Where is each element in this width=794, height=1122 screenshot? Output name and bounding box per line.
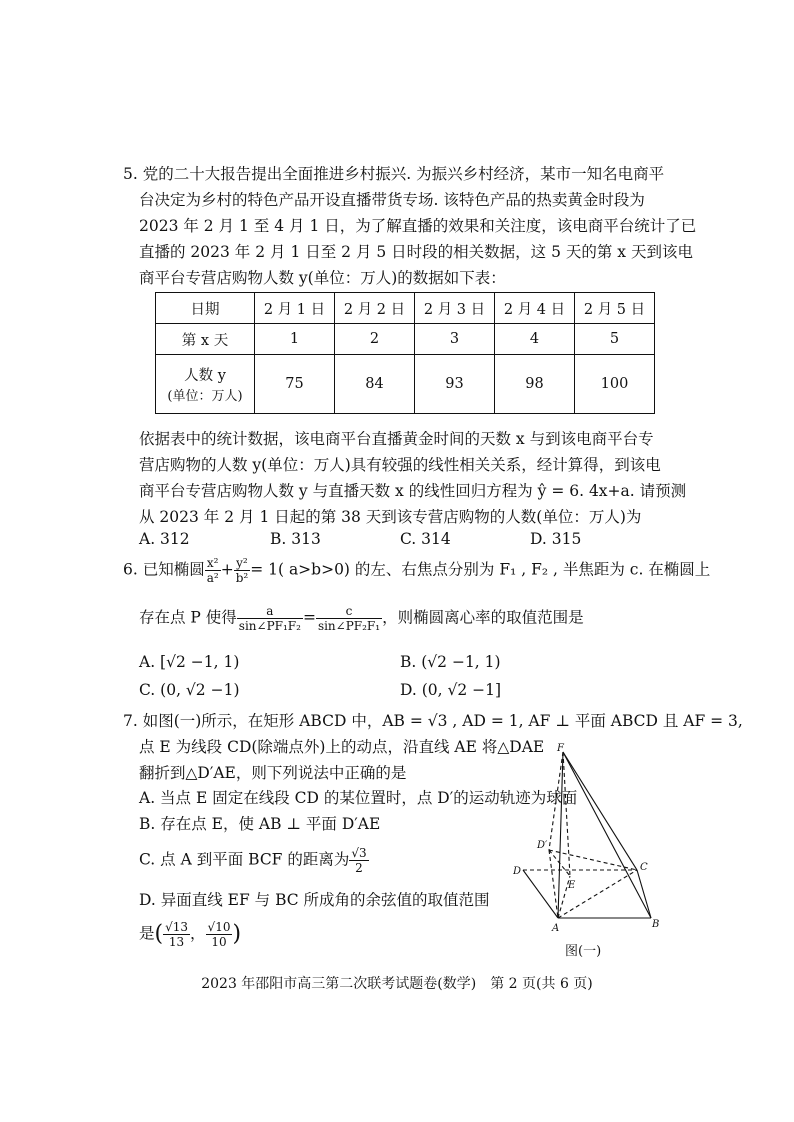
table-cell: 2 月 4 日 bbox=[495, 293, 575, 324]
fraction bbox=[316, 604, 382, 633]
option-d[interactable]: D. 异面直线 EF 与 BC 所成角的余弦值的取值范围 bbox=[139, 891, 490, 909]
frac-num: √13 bbox=[165, 920, 189, 934]
plus-sign: + bbox=[220, 560, 234, 579]
option-text: 是 bbox=[139, 924, 155, 943]
table-cell: 2 bbox=[335, 324, 415, 355]
fraction bbox=[234, 556, 251, 585]
q5-line: 依据表中的统计数据，该电商平台直播黄金时间的天数 x 与到该电商平台专 bbox=[139, 430, 654, 448]
option-b[interactable]: B. 313 bbox=[270, 530, 321, 548]
fraction bbox=[237, 604, 303, 633]
table-cell: 98 bbox=[495, 355, 575, 414]
label-c: C bbox=[640, 862, 648, 873]
table-cell: 日期 bbox=[156, 293, 255, 324]
table-row bbox=[156, 355, 655, 414]
q5-line: 直播的 2023 年 2 月 1 日至 2 月 5 日时段的相关数据，这 5 天的第 x 天到该电 bbox=[139, 243, 693, 261]
q5-line: 商平台专营店购物人数 y 与直播天数 x 的线性回归方程为 ŷ = 6. 4x+a. 请预测 bbox=[139, 482, 687, 500]
option-a[interactable]: A. [√2 −1, 1) bbox=[139, 653, 240, 671]
option-c[interactable] bbox=[139, 846, 369, 875]
option-b[interactable]: B. (√2 −1, 1) bbox=[400, 653, 501, 671]
option-d[interactable]: D. 315 bbox=[530, 530, 582, 548]
row-label-unit: (单位：万人) bbox=[167, 389, 243, 404]
frac-num: √3 bbox=[351, 846, 367, 860]
edge-fe bbox=[563, 752, 570, 876]
edge-af bbox=[558, 752, 563, 918]
edge-fc bbox=[563, 752, 637, 870]
row-label: 人数 y bbox=[184, 368, 226, 384]
table-cell: 3 bbox=[415, 324, 495, 355]
frac-den: 10 bbox=[211, 935, 227, 949]
option-d-range bbox=[139, 920, 241, 949]
q5-line: 2023 年 2 月 1 至 4 月 1 日，为了解直播的效果和关注度，该电商平台统计了已 bbox=[139, 217, 697, 235]
fraction bbox=[163, 920, 190, 949]
frac-num: x² bbox=[205, 556, 221, 571]
paren-left: ( bbox=[154, 921, 164, 947]
frac-den: sin∠PF₂F₁ bbox=[317, 619, 381, 633]
frac-den: 2 bbox=[355, 861, 363, 875]
q5-line: 台决定为乡村的特色产品开设直播带货专场. 该特色产品的热卖黄金时段为 bbox=[139, 191, 645, 209]
q6-text: 6. 已知椭圆 bbox=[123, 560, 205, 579]
frac-den: 13 bbox=[168, 935, 185, 949]
q5-data-table bbox=[155, 292, 655, 414]
q5-line: 营店购物的人数 y(单位：万人)具有较强的线性相关关系，经计算得，到该电 bbox=[139, 456, 661, 474]
q6-text: 存在点 P 使得 bbox=[139, 608, 237, 627]
frac-den: a² bbox=[206, 571, 219, 585]
table-cell: 5 bbox=[575, 324, 655, 355]
label-b: B bbox=[652, 919, 660, 930]
option-b[interactable]: B. 存在点 E，使 AB ⊥ 平面 D′AE bbox=[139, 815, 381, 833]
table-cell bbox=[156, 355, 255, 414]
table-row bbox=[156, 324, 655, 355]
label-a: A bbox=[552, 923, 560, 934]
option-a[interactable]: A. 312 bbox=[139, 530, 190, 548]
table-cell: 100 bbox=[575, 355, 655, 414]
q6-text: = 1( a>b>0) 的左、右焦点分别为 F₁ , F₂ , 半焦距为 c. 在椭圆上 bbox=[250, 560, 711, 579]
edge-da bbox=[523, 870, 558, 918]
frac-num: y² bbox=[234, 556, 251, 571]
option-c[interactable]: C. (0, √2 −1) bbox=[139, 681, 240, 699]
label-f: F bbox=[557, 743, 564, 754]
label-d: D bbox=[513, 866, 522, 877]
q5-line: 5. 党的二十大报告提出全面推进乡村振兴. 为振兴乡村经济，某市一知名电商平 bbox=[123, 165, 665, 183]
q5-line: 商平台专营店购物人数 y(单位：万人)的数据如下表： bbox=[139, 269, 506, 287]
label-dprime: D′ bbox=[537, 840, 548, 851]
equals-sign: = bbox=[302, 608, 316, 627]
option-a[interactable]: A. 当点 E 固定在线段 CD 的某位置时，点 D′的运动轨迹为球面 bbox=[139, 789, 578, 807]
q6-text: ，则椭圆离心率的取值范围是 bbox=[382, 608, 584, 627]
table-cell: 4 bbox=[495, 324, 575, 355]
table-cell: 2 月 1 日 bbox=[255, 293, 335, 324]
table-cell: 2 月 2 日 bbox=[335, 293, 415, 324]
q5-line: 从 2023 年 2 月 1 日起的第 38 天到该专营店购物的人数(单位：万人)为 bbox=[139, 508, 642, 526]
table-cell: 1 bbox=[255, 324, 335, 355]
frac-den: b² bbox=[235, 571, 249, 585]
figure-caption: 图(一) bbox=[565, 944, 602, 959]
q7-line: 7. 如图(一)所示，在矩形 ABCD 中，AB = √3 , AD = 1, AF ⊥ 平面 ABCD 且 AF = 3, bbox=[123, 712, 743, 730]
table-cell: 第 x 天 bbox=[156, 324, 255, 355]
q6-line-2 bbox=[139, 604, 584, 633]
paren-right: ) bbox=[232, 921, 242, 947]
table-cell: 2 月 3 日 bbox=[415, 293, 495, 324]
fraction bbox=[205, 556, 221, 585]
frac-num: a bbox=[237, 604, 303, 619]
table-cell: 84 bbox=[335, 355, 415, 414]
table-cell: 75 bbox=[255, 355, 335, 414]
edge-fb bbox=[563, 752, 651, 918]
frac-num: √10 bbox=[207, 920, 231, 934]
table-cell: 2 月 5 日 bbox=[575, 293, 655, 324]
fraction bbox=[206, 920, 233, 949]
option-c[interactable]: C. 314 bbox=[400, 530, 451, 548]
q6-line-1 bbox=[123, 556, 710, 585]
table-row bbox=[156, 293, 655, 324]
edge-bc bbox=[637, 870, 651, 918]
label-e: E bbox=[568, 880, 576, 891]
option-text: C. 点 A 到平面 BCF 的距离为 bbox=[139, 850, 350, 869]
option-d[interactable]: D. (0, √2 −1] bbox=[400, 681, 502, 699]
q7-line: 翻折到△D′AE，则下列说法中正确的是 bbox=[139, 764, 407, 782]
q7-line: 点 E 为线段 CD(除端点外)上的动点，沿直线 AE 将△DAE bbox=[139, 738, 545, 756]
frac-num: c bbox=[316, 604, 382, 619]
geometry-figure bbox=[513, 742, 673, 937]
page-footer: 2023 年邵阳市高三第二次联考试题卷(数学) 第 2 页(共 6 页) bbox=[201, 976, 593, 992]
frac-den: sin∠PF₁F₂ bbox=[238, 619, 301, 633]
table-cell: 93 bbox=[415, 355, 495, 414]
fraction bbox=[349, 846, 368, 875]
comma: ， bbox=[190, 924, 206, 943]
